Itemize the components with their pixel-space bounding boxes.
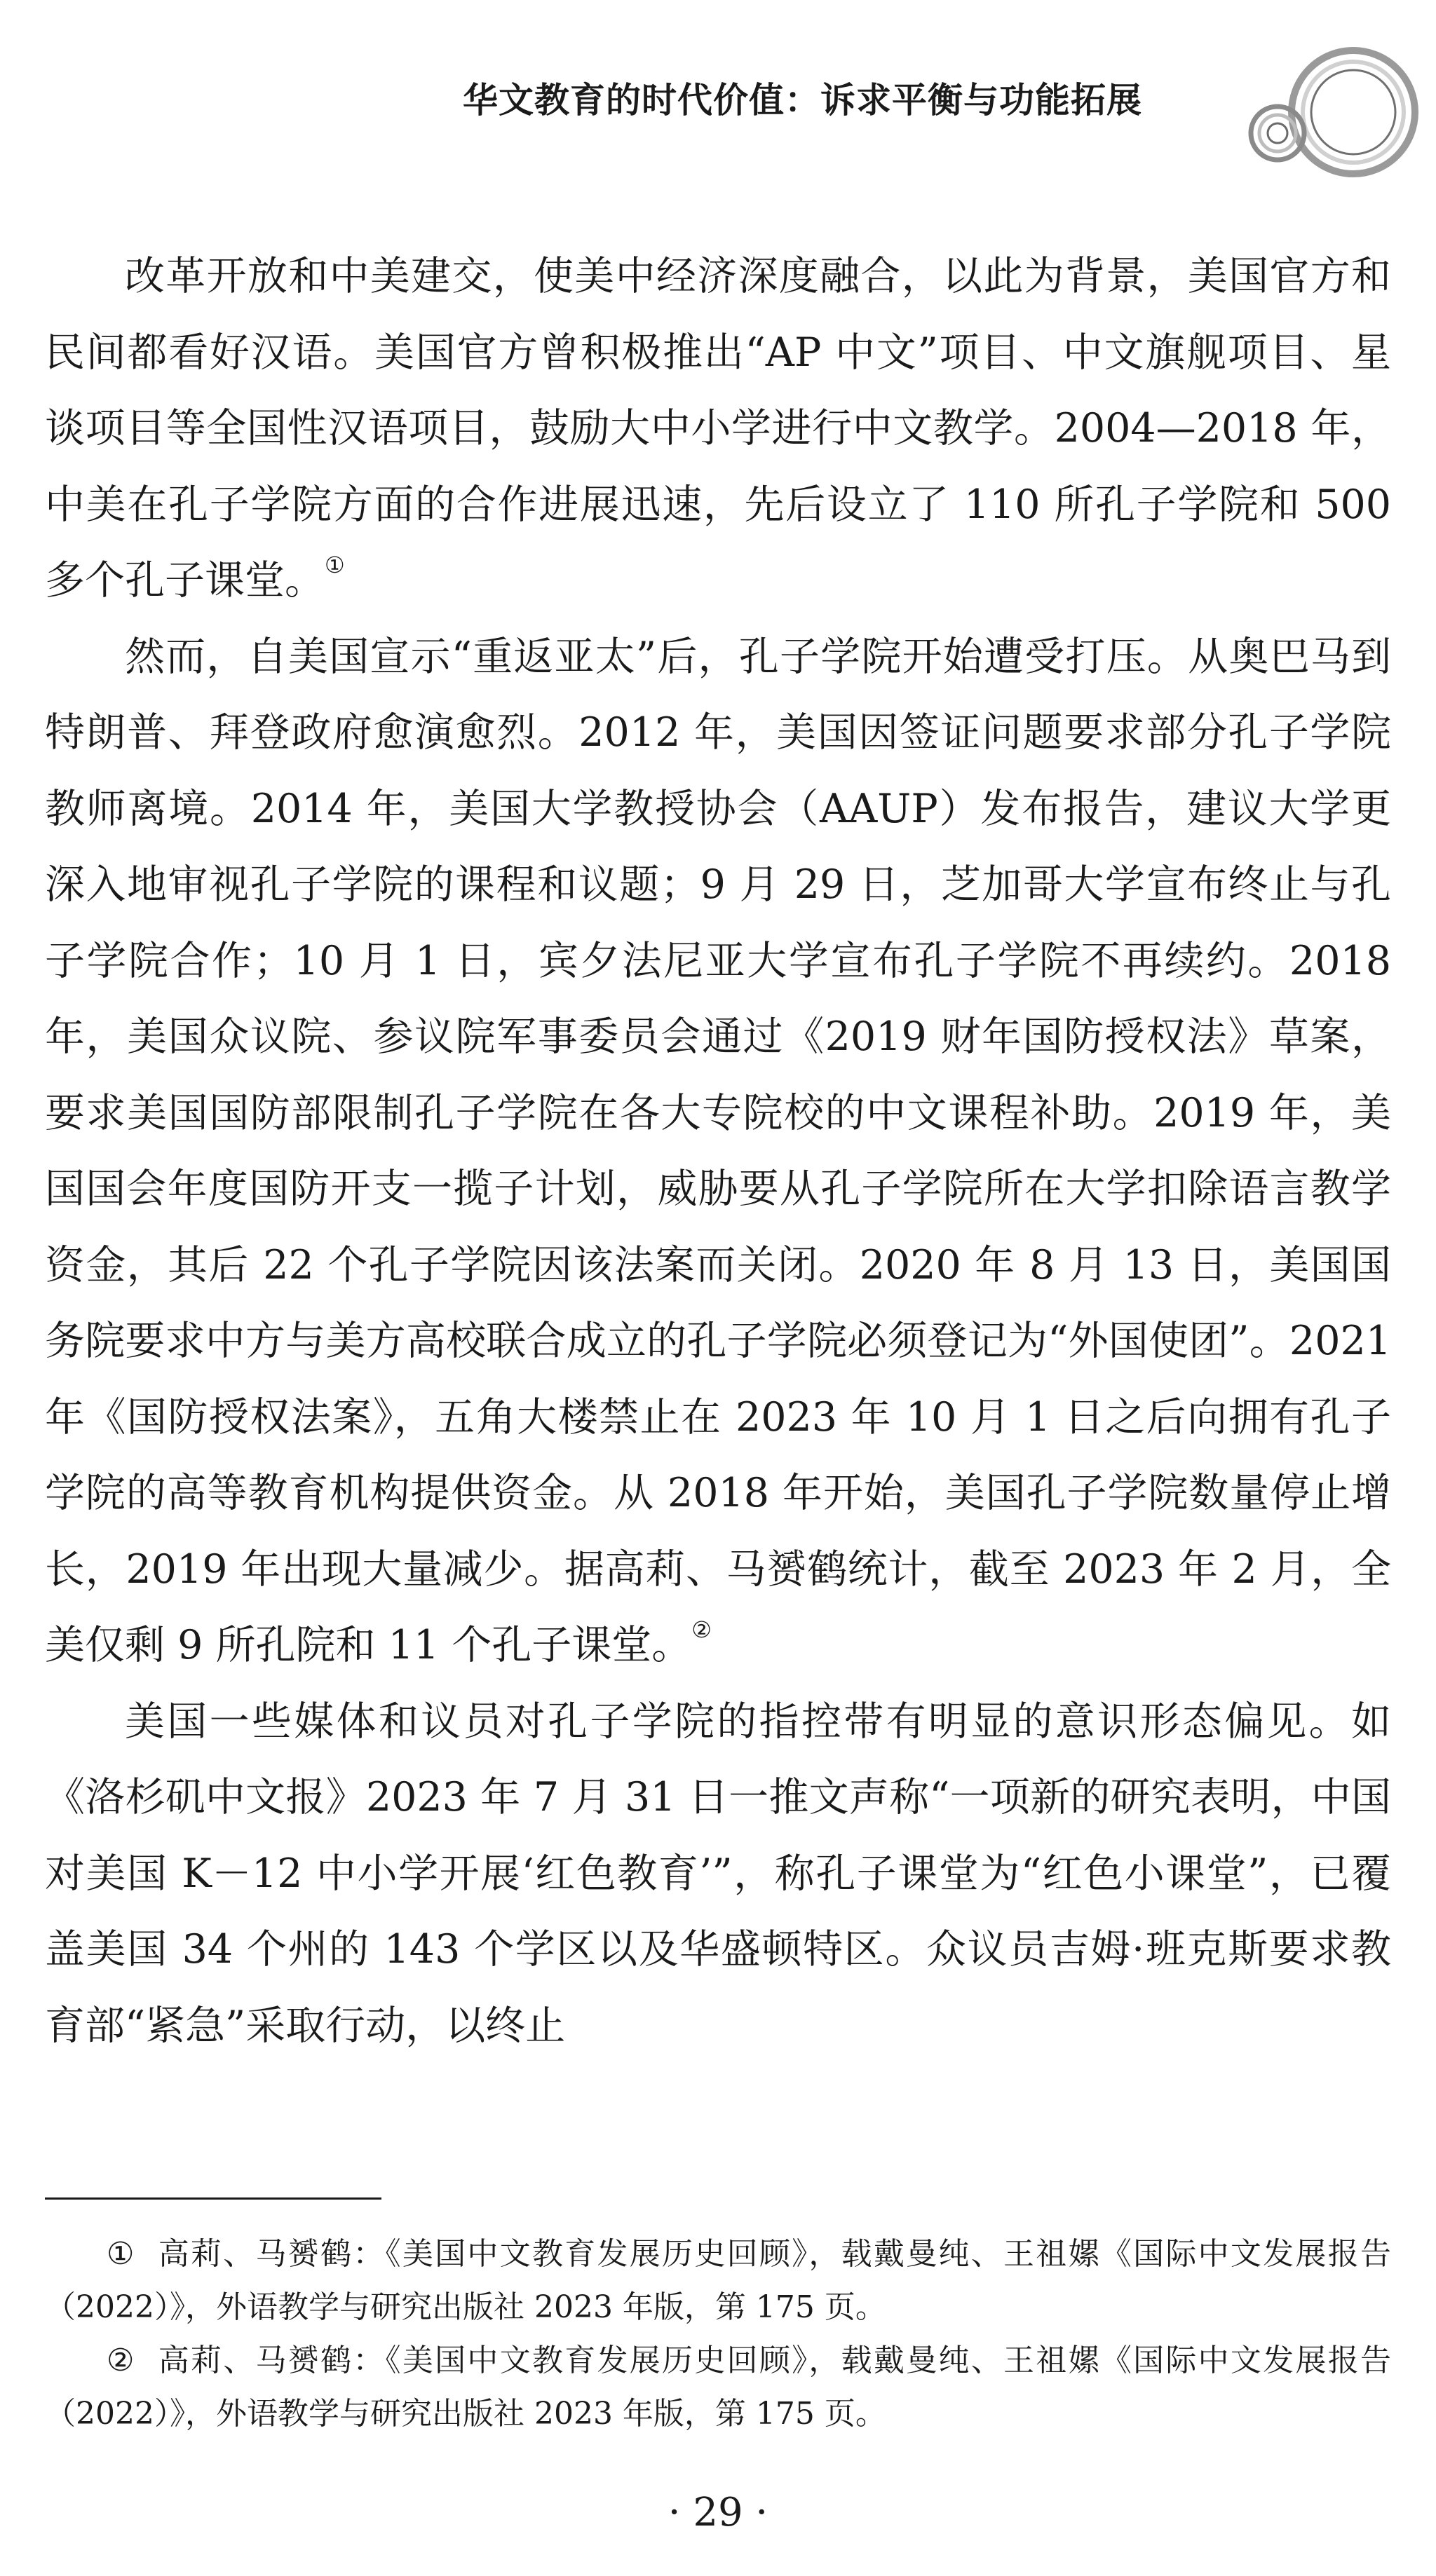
footnote-text: 高莉、马赟鹤：《美国中文教育发展历史回顾》，载戴曼纯、王祖嫘《国际中文发展报告（2022）》，外语教学与研究出版社 2023 年版，第 175 页。 — [45, 2343, 1391, 2432]
footnote-separator — [45, 2197, 381, 2200]
footnotes — [45, 2228, 1391, 2441]
footnote — [45, 2334, 1391, 2441]
footnote-mark: ② — [107, 2343, 136, 2378]
paragraph — [45, 619, 1391, 1684]
paragraph — [45, 1684, 1391, 2064]
body-text — [45, 238, 1391, 2064]
paragraph-text: 美国一些媒体和议员对孔子学院的指控带有明显的意识形态偏见。如《洛杉矶中文报》2023 年 7 月 31 日一推文声称“一项新的研究表明，中国对美国 K－12 中小学开展‘红色教育’”，称孔子课堂为“红色小课堂”，已覆盖美国 34 个州的 143 个学区以及华盛顿特区。众议员吉姆·班克斯要求教育部“紧急”采取行动，以终止 — [45, 1698, 1391, 2049]
footnote — [45, 2228, 1391, 2334]
page-number: · 29 · — [668, 2490, 768, 2535]
paragraph-text: 改革开放和中美建交，使美中经济深度融合，以此为背景，美国官方和民间都看好汉语。美国官方曾积极推出“AP 中文”项目、中文旗舰项目、星谈项目等全国性汉语项目，鼓励大中小学进行中文教学。2004—2018 年，中美在孔子学院方面的合作进展迅速，先后设立了 110 所孔子学院和 500 多个孔子课堂。 — [45, 253, 1391, 604]
paragraph-text: 然而，自美国宣示“重返亚太”后，孔子学院开始遭受打压。从奥巴马到特朗普、拜登政府愈演愈烈。2012 年，美国因签证问题要求部分孔子学院教师离境。2014 年，美国大学教授协会（AAUP）发布报告，建议大学更深入地审视孔子学院的课程和议题；9 月 29 日，芝加哥大学宣布终止与孔子学院合作；10 月 1 日，宾夕法尼亚大学宣布孔子学院不再续约。2018 年，美国众议院、参议院军事委员会通过《2019 财年国防授权法》草案，要求美国国防部限制孔子学院在各大专院校的中文课程补助。2019 年，美国国会年度国防开支一揽子计划，威胁要从孔子学院所在大学扣除语言教学资金，其后 22 个孔子学院因该法案而关闭。2020 年 8 月 13 日，美国国务院要求中方与美方高校联合成立的孔子学院必须登记为“外国使团”。2021 年《国防授权法案》，五角大楼禁止在 2023 年 10 月 1 日之后向拥有孔子学院的高等教育机构提供资金。从 2018 年开始，美国孔子学院数量停止增长，2019 年出现大量减少。据高莉、马赟鹤统计，截至 2023 年 2 月，全美仅剩 9 所孔院和 11 个孔子课堂。 — [45, 633, 1391, 1668]
decorative-rings-icon — [1213, 28, 1423, 196]
running-header-title: 华文教育的时代价值：诉求平衡与功能拓展 — [463, 80, 1142, 121]
paragraph — [45, 238, 1391, 619]
footnote-mark: ① — [107, 2236, 136, 2272]
footnote-text: 高莉、马赟鹤：《美国中文教育发展历史回顾》，载戴曼纯、王祖嫘《国际中文发展报告（2022）》，外语教学与研究出版社 2023 年版，第 175 页。 — [45, 2236, 1391, 2325]
footnote-ref: ② — [691, 1616, 712, 1643]
footnote-ref: ① — [325, 552, 345, 578]
